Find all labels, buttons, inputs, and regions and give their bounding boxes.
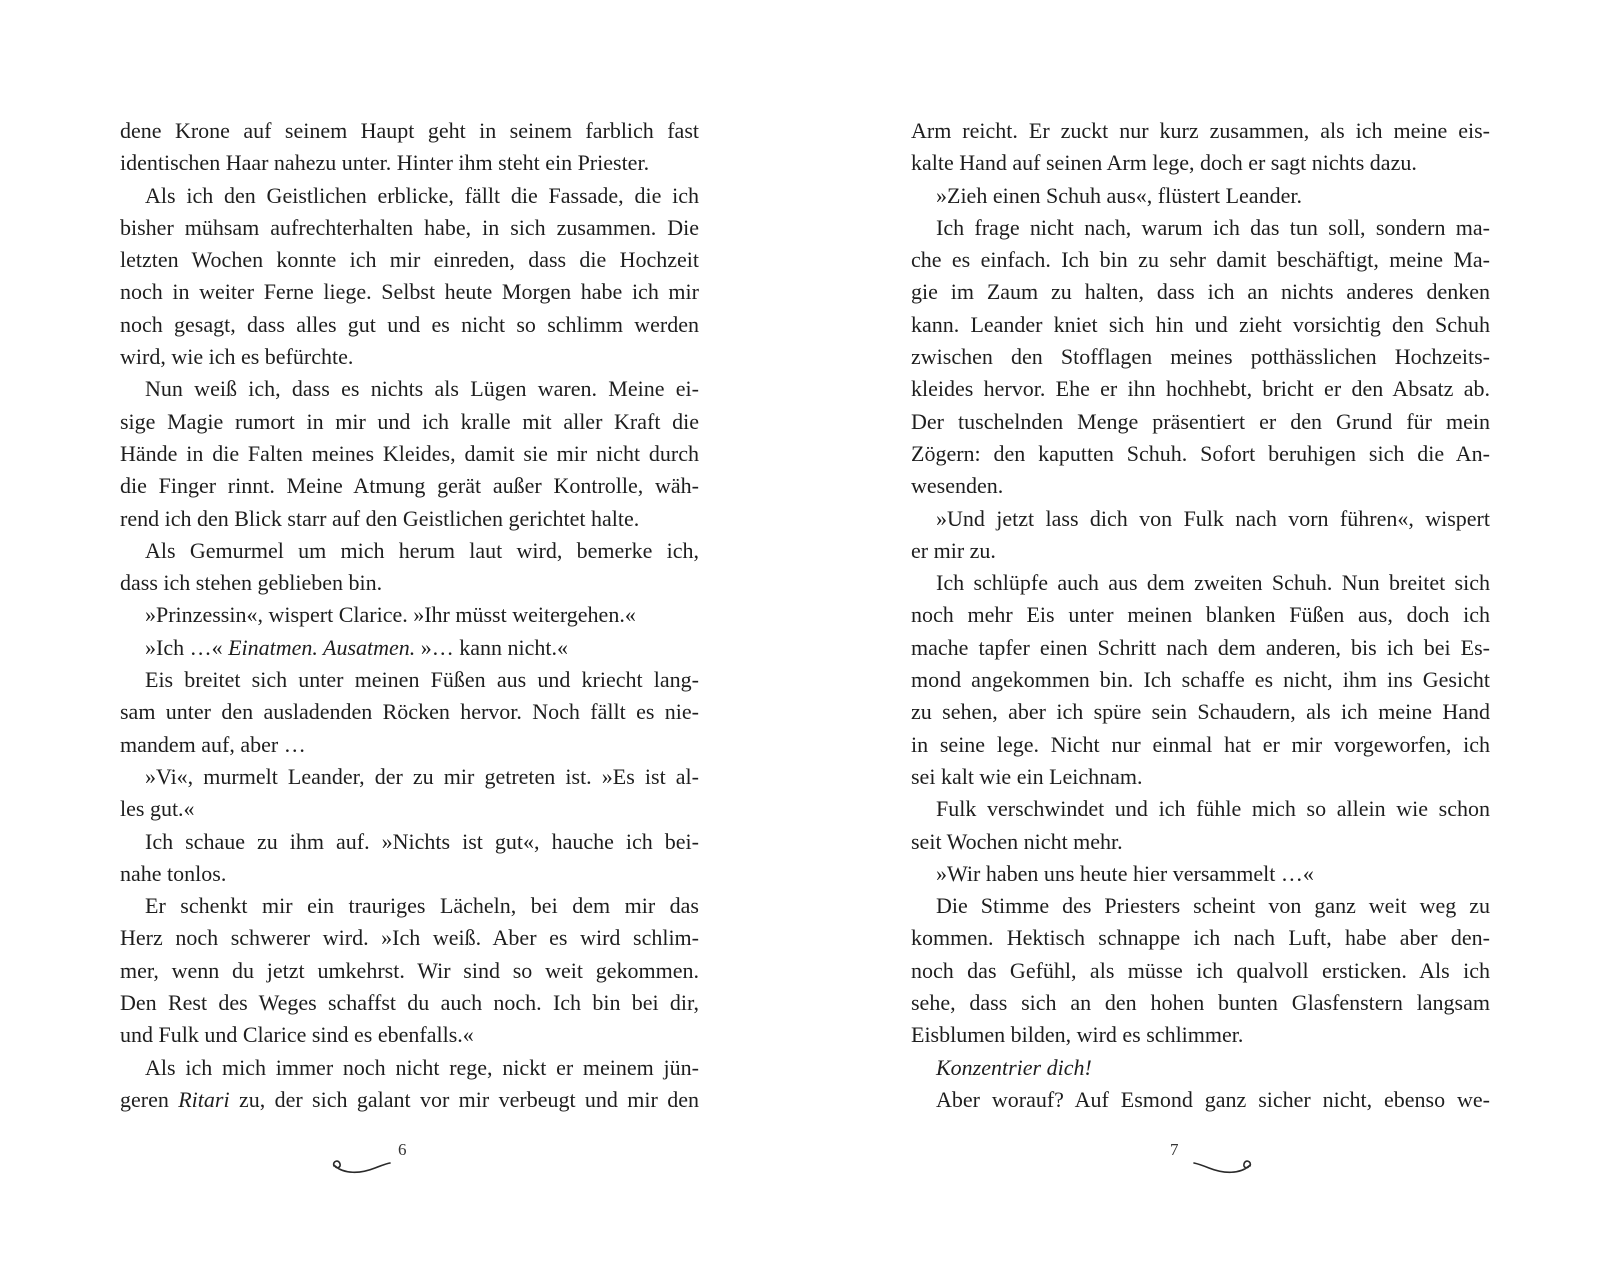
text-line: les gut.« [120, 796, 195, 822]
text-line: Nun weiß ich, dass es nichts als Lügen waren. Meine ei- [145, 376, 699, 402]
text-line: Er schenkt mir ein trauriges Lächeln, bei dem mir das [145, 893, 699, 919]
text-line: wesenden. [911, 473, 1004, 499]
text-line: Fulk verschwindet und ich fühle mich so allein wie schon [936, 796, 1490, 822]
text-line: kann. Leander kniet sich hin und zieht vorsichtig den Schuh [911, 311, 1490, 337]
text-line: che es einfach. Ich bin zu sehr damit beschäftigt, meine Ma- [911, 247, 1490, 273]
text-line: mond angekommen bin. Ich schaffe es nicht, ihm ins Gesicht [911, 667, 1490, 693]
text-line: er mir zu. [911, 537, 996, 563]
text-line: kalte Hand auf seinen Arm lege, doch er sagt nichts dazu. [911, 150, 1417, 176]
text-line: die Finger rinnt. Meine Atmung gerät außer Kontrolle, wäh- [120, 473, 699, 499]
flourish-ornament-icon [330, 1154, 392, 1176]
text-line [120, 1084, 699, 1116]
italic-run: Einatmen. Ausatmen. [228, 634, 416, 660]
text-line: Als ich mich immer noch nicht rege, nickt er meinem jün- [145, 1054, 699, 1080]
text-line: Arm reicht. Er zuckt nur kurz zusammen, als ich meine eis- [911, 118, 1490, 143]
text-line: sehe, dass sich an den hohen bunten Glasfenstern langsam [911, 990, 1490, 1016]
text-line: gie im Zaum zu halten, dass ich an nichts anderes denken [911, 279, 1490, 305]
text-line: mer, wenn du jetzt umkehrst. Wir sind so weit gekommen. [120, 957, 699, 983]
text-line: mandem auf, aber … [120, 731, 306, 757]
text-line: bisher mühsam aufrechterhalten habe, in sich zusammen. Die [120, 214, 699, 240]
text-line: »Zieh einen Schuh aus«, flüstert Leander. [936, 182, 1302, 208]
text-line: Ich frage nicht nach, warum ich das tun soll, sondern ma- [936, 214, 1490, 240]
text-line: sam unter den ausladenden Röcken hervor. Noch fällt es nie- [120, 699, 699, 725]
text-line: »Prinzessin«, wispert Clarice. »Ihr müsst weitergehen.« [145, 602, 636, 628]
page-number: 7 [1170, 1140, 1179, 1159]
text-line: Zögern: den kaputten Schuh. Sofort beruhigen sich die An- [911, 440, 1490, 466]
flourish-ornament-icon [1192, 1154, 1254, 1176]
text-line: Aber worauf? Auf Esmond ganz sicher nicht, ebenso we- [936, 1086, 1490, 1112]
text-run: zu, der sich galant vor mir verbeugt und mir den [229, 1086, 699, 1112]
text-line: kommen. Hektisch schnappe ich nach Luft, habe aber den- [911, 925, 1490, 951]
text-line [120, 632, 699, 664]
text-line: zu sehen, aber ich spüre sein Schaudern, als ich meine Hand [911, 699, 1490, 725]
page-number: 6 [398, 1140, 407, 1159]
text-line: sei kalt wie ein Leichnam. [911, 763, 1143, 789]
text-line: Eis breitet sich unter meinen Füßen aus und kriecht lang- [145, 667, 699, 693]
text-line: Als Gemurmel um mich herum laut wird, bemerke ich, [145, 537, 699, 563]
text-line: »Wir haben uns heute hier versammelt …« [936, 860, 1314, 886]
text-line: Herz noch schwerer wird. »Ich weiß. Aber es wird schlim- [120, 925, 699, 951]
text-line: Der tuschelnden Menge präsentiert er den Grund für mein [911, 408, 1490, 434]
text-line: »Vi«, murmelt Leander, der zu mir getreten ist. »Es ist al- [145, 763, 699, 789]
text-line: zwischen den Stofflagen meines potthässlichen Hochzeits- [911, 344, 1490, 370]
text-line: identischen Haar nahezu unter. Hinter ihm steht ein Priester. [120, 150, 650, 176]
text-line: in seine lege. Nicht nur einmal hat er mir vorgeworfen, ich [911, 731, 1490, 757]
right-page-text [911, 115, 1490, 1116]
text-line: Konzentrier dich! [936, 1054, 1092, 1080]
text-line: Den Rest des Weges schaffst du auch noch. Ich bin bei dir, [120, 990, 699, 1016]
text-line: seit Wochen nicht mehr. [911, 828, 1123, 854]
text-line: noch mehr Eis unter meinen blanken Füßen aus, doch ich [911, 602, 1490, 628]
text-line: Eisblumen bilden, wird es schlimmer. [911, 1022, 1244, 1048]
italic-run: Ritari [178, 1086, 230, 1112]
text-line: Hände in die Falten meines Kleides, damit sie mir nicht durch [120, 440, 699, 466]
page-footer [330, 1140, 490, 1180]
text-line: dass ich stehen geblieben bin. [120, 570, 383, 596]
text-line: rend ich den Blick starr auf den Geistlichen gerichtet halte. [120, 505, 640, 531]
text-line: Die Stimme des Priesters scheint von ganz weit weg zu [936, 893, 1490, 919]
text-line: und Fulk und Clarice sind es ebenfalls.« [120, 1022, 474, 1048]
text-run: »Ich …« [145, 634, 229, 660]
text-line: noch das Gefühl, als müsse ich qualvoll ersticken. Als ich [911, 957, 1490, 983]
text-run: geren [120, 1086, 179, 1112]
text-line: »Und jetzt lass dich von Fulk nach vorn führen«, wispert [936, 505, 1490, 531]
left-page-text [120, 115, 699, 1116]
text-line: nahe tonlos. [120, 860, 227, 886]
text-line: dene Krone auf seinem Haupt geht in seinem farblich fast [120, 118, 699, 143]
text-line: wird, wie ich es befürchte. [120, 344, 354, 370]
text-line: Als ich den Geistlichen erblicke, fällt die Fassade, die ich [145, 182, 699, 208]
text-line: letzten Wochen konnte ich mir einreden, dass die Hochzeit [120, 247, 699, 273]
text-line: mache tapfer einen Schritt nach dem anderen, bis ich bei Es- [911, 634, 1490, 660]
page-footer [1162, 1140, 1322, 1180]
right-page [800, 0, 1600, 1274]
text-run: »… kann nicht.« [415, 634, 569, 660]
text-line: kleides hervor. Ehe er ihn hochhebt, bricht er den Absatz ab. [911, 376, 1490, 402]
text-line: noch gesagt, dass alles gut und es nicht so schlimm werden [120, 311, 699, 337]
text-line: Ich schaue zu ihm auf. »Nichts ist gut«, hauche ich bei- [145, 828, 699, 854]
text-line: Ich schlüpfe auch aus dem zweiten Schuh. Nun breitet sich [936, 570, 1490, 596]
text-line: sige Magie rumort in mir und ich kralle mit aller Kraft die [120, 408, 699, 434]
text-line: noch in weiter Ferne liege. Selbst heute Morgen habe ich mir [120, 279, 699, 305]
